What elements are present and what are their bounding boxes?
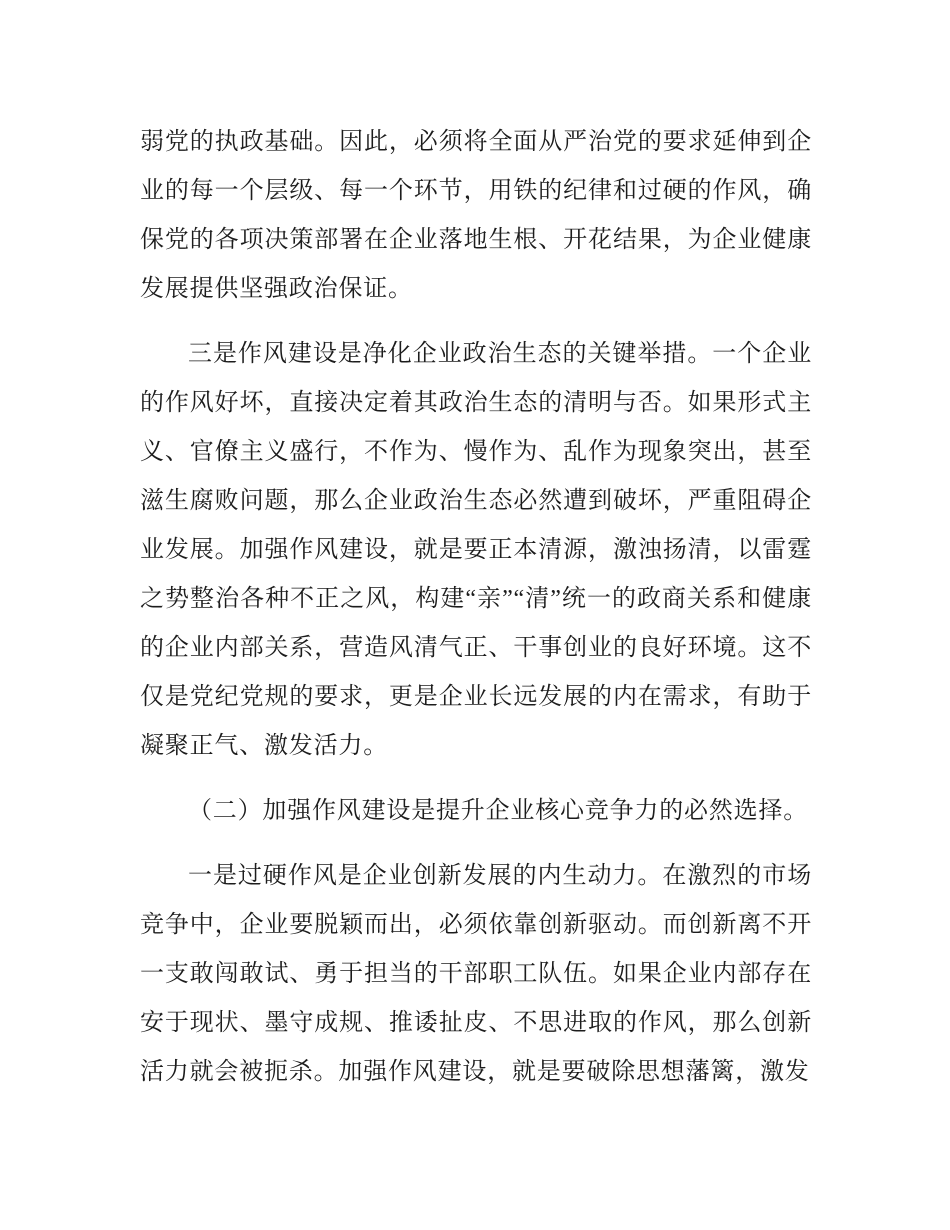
- paragraph: 弱党的执政基础。因此，必须将全面从严治党的要求延伸到企业的每一个层级、每一个环节，用铁的纪律和过硬的作风，确保党的各项决策部署在企业落地生根、开花结果，为企业健康发展提供坚强政治保证。: [140, 129, 812, 302]
- paragraph: （二）加强作风建设是提升企业核心竞争力的必然选择。: [188, 798, 808, 824]
- paragraph: 一是过硬作风是企业创新发展的内生动力。在激烈的市场竞争中，企业要脱颖而出，必须依靠创新驱动。而创新离不开一支敢闯敢试、勇于担当的干部职工队伍。如果企业内部存在安于现状、墨守成规、推诿扯皮、不思进取的作风，那么创新活力就会被扼杀。加强作风建设，就是要破除思想藩篱，激发: [140, 863, 812, 1085]
- paragraph: 三是作风建设是净化企业政治生态的关键举措。一个企业的作风好坏，直接决定着其政治生态的清明与否。如果形式主义、官僚主义盛行，不作为、慢作为、乱作为现象突出，甚至滋生腐败问题，那么企业政治生态必然遭到破坏，严重阻碍企业发展。加强作风建设，就是要正本清源，激浊扬清，以雷霆之势整治各种不正之风，构建“亲”“清”统一的政商关系和健康的企业内部关系，营造风清气正、干事创业的良好环境。这不仅是党纪党规的要求，更是企业长远发展的内在需求，有助于凝聚正气、激发活力。: [140, 341, 812, 759]
